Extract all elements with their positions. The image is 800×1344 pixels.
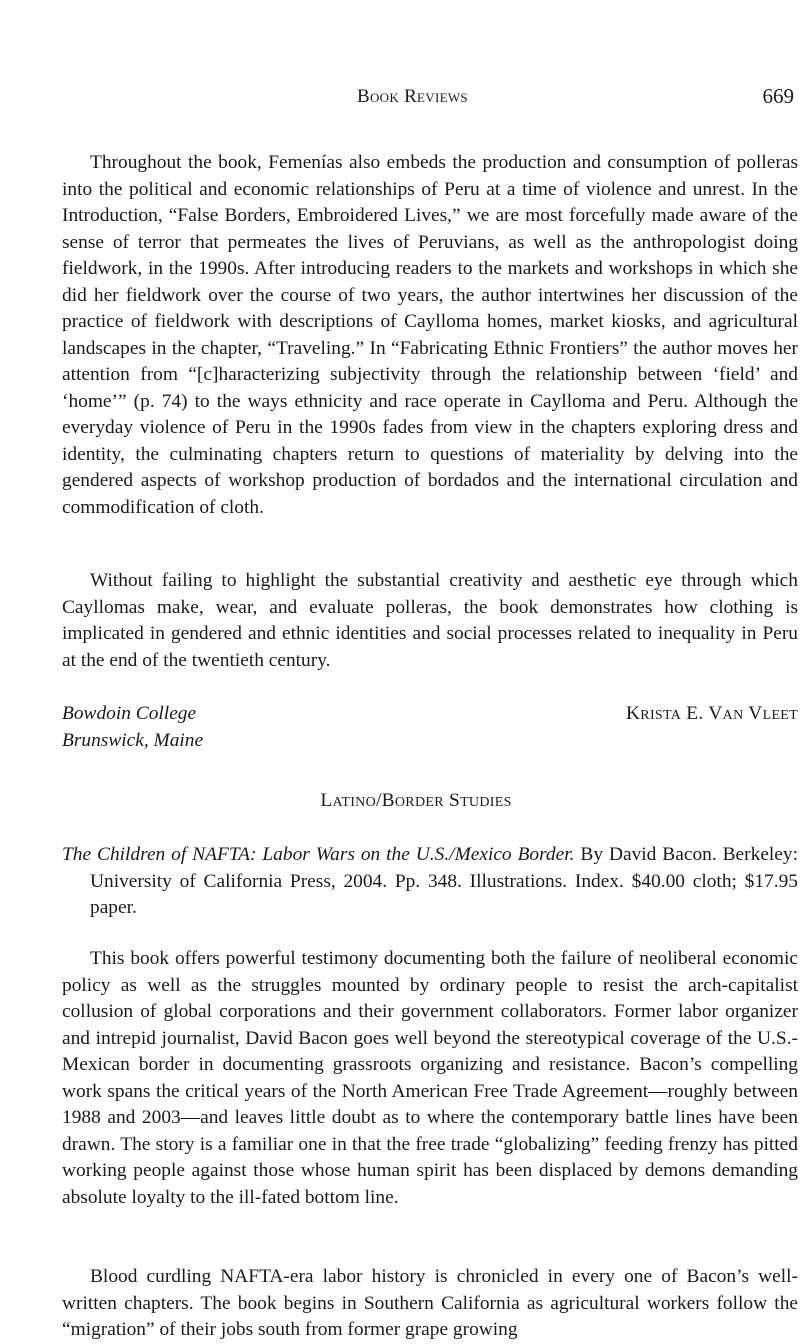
book-details: By David Bacon. Berkeley: University of California Press, 2004. Pp. 348. Illustrations. Index. $40.00 cloth; $17.95 paper. bbox=[90, 844, 798, 918]
reviewer-location: Brunswick, Maine bbox=[62, 730, 204, 751]
review1-paragraph-2 bbox=[62, 568, 798, 674]
paragraph-text: Without failing to highlight the substantial creativity and aesthetic eye through which Cayllomas make, wear, and evaluate polleras, the book demonstrates how clothing is implicated in gendered and ethnic identities and social processes related to inequality in Peru at the end of the twentieth century. bbox=[62, 570, 798, 671]
review1-paragraph-1 bbox=[62, 150, 798, 521]
page-number: 669 bbox=[762, 84, 794, 108]
running-head bbox=[0, 86, 800, 114]
paragraph-text: Throughout the book, Femenías also embeds the production and consumption of polleras into the political and economic relationships of Peru at a time of violence and unrest. In the Introduction, “False Borders, Embroidered Lives,” we are most forcefully made aware of the sense of terror that permeates the lives of Peruvians, as well as the anthropologist doing fieldwork, in the 1990s. After introducing readers to the markets and workshops in which she did her fieldwork over the course of two years, the author intertwines her discussion of the practice of fieldwork with descriptions of Caylloma homes, market kiosks, and agricultural landscapes in the chapter, “Traveling.” In “Fabricating Ethnic Frontiers” the author moves her attention from “[c]haracterizing subjectivity through the relationship between ‘field’ and ‘home’” (p. 74) to the ways ethnicity and race operate in Caylloma and Peru. Although the everyday violence of Peru in the 1990s fades from view in the chapters exploring dress and identity, the culminating chapters return to questions of materiality by delving into the gendered aspects of workshop production of bordados and the international circulation and commodification of cloth. bbox=[62, 152, 798, 518]
paragraph-text: Blood curdling NAFTA-era labor history is chronicled in every one of Bacon’s well-written chapters. The book begins in Southern California as agricultural workers follow the “migration” of their jobs south from former grape growing bbox=[62, 1266, 798, 1340]
paragraph-text: This book offers powerful testimony documenting both the failure of neoliberal economic policy as well as the struggles mounted by ordinary people to resist the arch-capitalist collusion of global corporations and their government collaborators. Former labor organizer and intrepid journalist, David Bacon goes well beyond the stereotypical coverage of the U.S.-Mexican border in documenting grassroots organizing and resistance. Bacon’s compelling work spans the critical years of the North American Free Trade Agreement—roughly between 1988 and 2003—and leaves little doubt as to where the contemporary battle lines have been drawn. The story is a familiar one in that the free trade “globalizing” feeding frenzy has pitted working people against those whose human spirit has been displaced by demons demanding absolute loyalty to the ill-fated bottom line. bbox=[62, 948, 798, 1208]
review1-signature bbox=[62, 700, 798, 754]
reviewer-name: Krista E. Van Vleet bbox=[626, 703, 798, 724]
reviewer-institution: Bowdoin College bbox=[62, 703, 197, 724]
review2-paragraph-2 bbox=[62, 1264, 798, 1344]
section-heading: Latino/Border Studies bbox=[320, 790, 512, 811]
book-title: The Children of NAFTA: Labor Wars on the U.S./Mexico Border. bbox=[62, 844, 575, 865]
running-title: Book Reviews bbox=[357, 86, 468, 107]
review2-paragraph-1 bbox=[62, 946, 798, 1211]
book-citation bbox=[62, 842, 798, 922]
